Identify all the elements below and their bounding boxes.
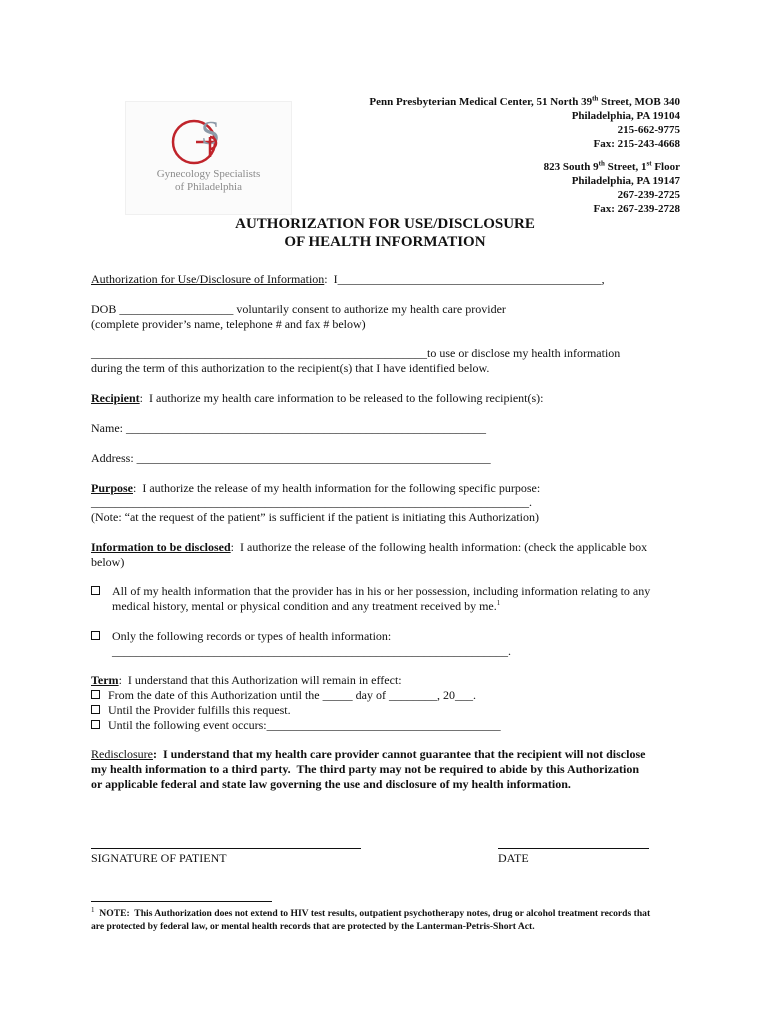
gsp-logo-mark bbox=[126, 102, 291, 214]
checkbox[interactable] bbox=[91, 690, 100, 699]
svg-text:S: S bbox=[201, 115, 220, 152]
footnote: $^1$ NOTE: This Authorization does not extend to HIV test results, outpatient psychotherapy notes, drug or alcohol treatment records that are protected by federal law, or mental health records that are protected by the Lanterman-Petris-Short Act. bbox=[91, 905, 651, 932]
information-section: Information to be disclosed: I authorize the release of the following health information: (check the applicable box below) bbox=[91, 540, 648, 569]
checkbox[interactable] bbox=[91, 705, 100, 714]
term-option-fulfilled: Until the Provider fulfills this request. bbox=[91, 703, 291, 718]
records-field[interactable]: __________________________________________________________________. bbox=[112, 644, 511, 658]
address-line: 823 South 9th Street, 1st Floor bbox=[543, 159, 680, 173]
logo-line-1: Gynecology Specialists bbox=[156, 168, 261, 180]
phone-line: 215-662-9775 bbox=[617, 124, 680, 136]
recipient-name-field[interactable]: Name: ____________________________________________________________ bbox=[91, 421, 486, 435]
date-label: DATE bbox=[498, 851, 529, 865]
fax-line: Fax: 267-239-2728 bbox=[593, 203, 680, 215]
term-option-event: Until the following event occurs:_______________________________________ bbox=[91, 718, 501, 733]
info-option-all: All of my health information that the provider has in his or her possession, including information relating to any medical history, mental or physical condition and any treatment received by me.$^1$ bbox=[91, 584, 650, 614]
provider-line: ________________________________________________________to use or disclose my health information during the term of this authorization to the recipient(s) that I have identified below. bbox=[91, 346, 621, 375]
checkbox[interactable] bbox=[91, 631, 100, 640]
footnote-divider bbox=[91, 901, 272, 902]
fax-line: Fax: 215-243-4668 bbox=[593, 138, 680, 150]
address-block-south bbox=[544, 160, 680, 216]
address-block-penn bbox=[369, 95, 680, 151]
phone-line: 267-239-2725 bbox=[617, 189, 680, 201]
checkbox[interactable] bbox=[91, 720, 100, 729]
term-section: Term: I understand that this Authorization will remain in effect: bbox=[91, 673, 402, 687]
recipient-section: Recipient: I authorize my health care information to be released to the following recipient(s): bbox=[91, 391, 544, 405]
address-line: Philadelphia, PA 19104 bbox=[571, 110, 680, 122]
organization-logo bbox=[125, 101, 292, 215]
logo-line-2: of Philadelphia bbox=[175, 181, 242, 193]
purpose-note: (Note: “at the request of the patient” is sufficient if the patient is initiating this Authorization) bbox=[91, 510, 539, 524]
signature-line[interactable] bbox=[91, 848, 361, 849]
signature-label: SIGNATURE OF PATIENT bbox=[91, 851, 227, 865]
purpose-section: Purpose: I authorize the release of my health information for the following specific purpose: bbox=[91, 481, 541, 495]
address-line: Philadelphia, PA 19147 bbox=[571, 175, 680, 187]
recipient-address-field[interactable]: Address: ___________________________________________________________ bbox=[91, 451, 491, 465]
address-line: Penn Presbyterian Medical Center, 51 North 39th Street, MOB 340 bbox=[369, 94, 680, 108]
redisclosure-section: Redisclosure: I understand that my health care provider cannot guarantee that the recipient will not disclose my health information to a third party. The third party may not be required to abide by this Authorization or applicable federal and state law governing the use and disclosure of my health information. bbox=[91, 747, 646, 791]
purpose-field[interactable]: _________________________________________________________________________. bbox=[91, 495, 532, 509]
dob-consent: DOB ___________________ voluntarily consent to authorize my health care provider (complete provider’s name, telephone # and fax # below) bbox=[91, 302, 506, 331]
checkbox[interactable] bbox=[91, 586, 100, 595]
info-option-specific: Only the following records or types of health information: __________________________________________________________________. bbox=[91, 629, 511, 659]
date-line[interactable] bbox=[498, 848, 649, 849]
authorization-line: Authorization for Use/Disclosure of Information: I____________________________________________, bbox=[91, 272, 605, 286]
term-option-date: From the date of this Authorization until the _____ day of ________, 20___. bbox=[91, 688, 476, 703]
form-title: AUTHORIZATION FOR USE/DISCLOSURE OF HEALTH INFORMATION bbox=[235, 216, 535, 250]
